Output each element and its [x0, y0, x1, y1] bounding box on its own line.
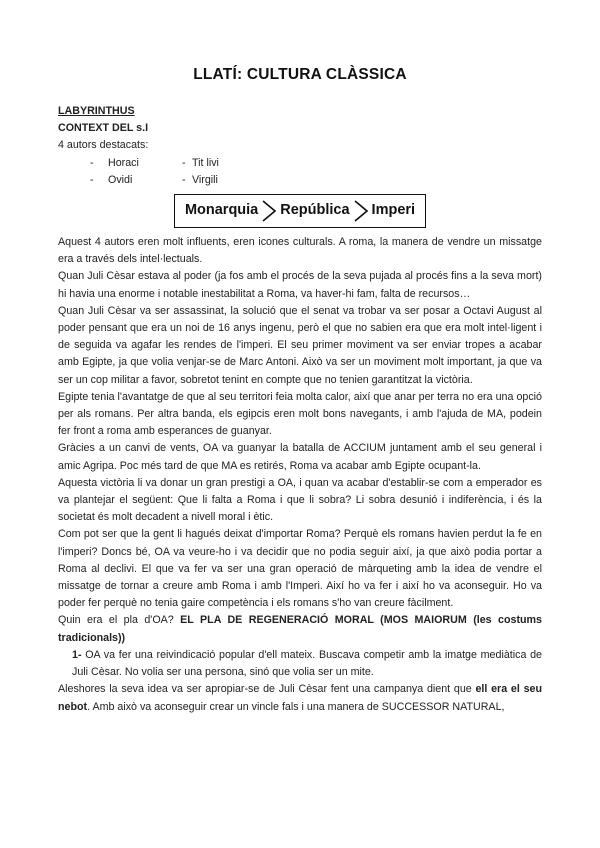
- timeline-stage-republica: República: [280, 202, 350, 219]
- paragraph-text: . Amb això va aconseguir crear un vincle fals i una manera de SUCCESSOR NATURAL,: [87, 700, 505, 713]
- paragraph: Gràcies a un canvi de vents, OA va guanyar la batalla de ACCIUM juntament amb el seu general i amic Agripa. Poc més tard de que MA es retirés, Roma va acabar amb Egipte ocupant-la.: [58, 442, 542, 472]
- emphasis-text: ell era el seu nebot: [58, 683, 542, 713]
- point-number: 1-: [72, 648, 82, 661]
- plan-title: EL PLA DE REGENERACIÓ MORAL (MOS MAIORUM (les costums tradicionals)): [58, 614, 542, 644]
- timeline-diagram: [174, 194, 426, 228]
- chevron-right-icon: [354, 199, 368, 223]
- paragraph: Com pot ser que la gent li hagués deixat d'importar Roma? Perquè els romans havien perdut la fe en l'imperi? Doncs bé, OA va veure-ho i va decidir que no podia seguir així, ja que això podia portar a Roma al declivi. El que va fer va ser una gran operació de màrqueting amb la idea de vendre el missatge de tornar a creure amb Roma i amb l'Imperi. Així ho va fer i així ho va aconseguir. Ho va poder fer perquè no tenia gaire competència i els romans s'ho van creure fàcilment.: [58, 528, 542, 610]
- timeline-diagram-wrapper: [58, 194, 542, 228]
- document-body: [58, 103, 542, 716]
- author-name: - Ovidi: [58, 172, 182, 189]
- paragraph: Aquest 4 autors eren molt influents, eren icones culturals. A roma, la manera de vendre un missatge era a través dels intel·lectuals.: [58, 236, 542, 266]
- paragraph: Quan Juli Cèsar va ser assassinat, la solució que el senat va trobar va ser posar a Octavi August al poder pensant que era un noi de 16 anys ingenu, però el que no sabien era que era molt intel·ligent i de seguida va agafar les rendes de l'imperi. El seu primer moviment va ser enviar tropes a acabar amb Egipte, ja que volia venjar-se de Marc Antoni. Això va ser un moviment molt important, ja que va ser un cop militar a favor, sobretot tenint en compte que no tenien garantitzat la victòria.: [58, 304, 542, 386]
- paragraph-text: Aleshores la seva idea va ser apropiar-se de Juli Cèsar fent una campanya dient que: [58, 683, 476, 696]
- list-item: [58, 155, 542, 172]
- section-heading: LABYRINTHUS: [58, 105, 135, 117]
- paragraph-plan: [58, 612, 542, 646]
- timeline-stage-monarquia: Monarquia: [184, 202, 259, 219]
- authors-intro: 4 autors destacats:: [58, 139, 149, 152]
- plan-question: Quin era el pla d'OA?: [58, 614, 181, 627]
- author-name: - Virgili: [182, 172, 218, 189]
- list-item: [58, 172, 542, 189]
- timeline-stage-imperi: Imperi: [371, 202, 416, 219]
- paragraph: Quan Juli Cèsar estava al poder (ja fos amb el procés de la seva pujada al procés fins a la seva mort) hi havia una enorme i notable inestabilitat a Roma, va haver-hi fam, falta de recursos…: [58, 270, 542, 300]
- chevron-right-icon: [262, 199, 276, 223]
- author-name: - Horaci: [58, 155, 182, 172]
- paragraph: Egipte tenia l'avantatge de que al seu territori feia molta calor, així que anar per terra no era una opció per als romans. Per altra banda, els egipcis eren molt bons navegants, i amb l'ajuda de MA, podein fer front a roma amb esperances de guanyar.: [58, 390, 542, 438]
- authors-list: [58, 155, 542, 189]
- paragraph: [58, 681, 542, 715]
- document-title: LLATÍ: CULTURA CLÀSSICA: [193, 66, 407, 83]
- author-name: - Tit livi: [182, 155, 219, 172]
- point-text: OA va fer una reivindicació popular d'ell mateix. Buscava competir amb la imatge mediàtica de Juli Cèsar. No volia ser una persona, sinó que volia ser un mite.: [72, 648, 542, 679]
- paragraph: Aquesta victòria li va donar un gran prestigi a OA, i quan va acabar d'establir-se com a emperador es va plantejar el següent: Que li falta a Roma i que li sobra? Li sobra desunió i indiferència, i és la societat és molt decadent a nivell moral i ètic.: [58, 476, 542, 524]
- paragraph-point-1: [58, 647, 542, 681]
- context-heading: CONTEXT DEL s.I: [58, 122, 149, 135]
